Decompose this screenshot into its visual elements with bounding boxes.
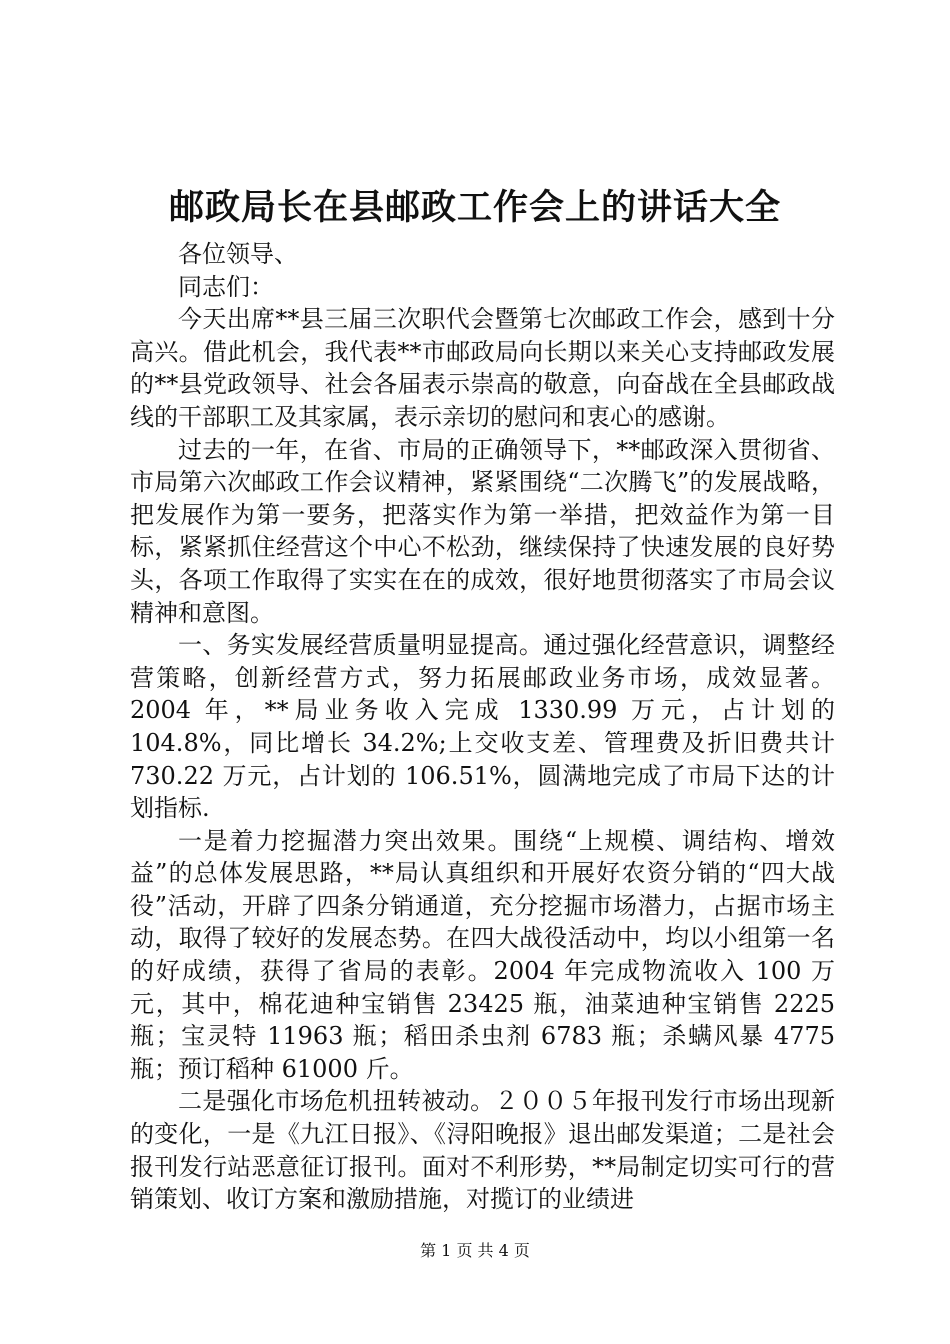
body-paragraph: 今天出席**县三届三次职代会暨第七次邮政工作会，感到十分高兴。借此机会，我代表**市邮政局向长期以来关心支持邮政发展的**县党政领导、社会各届表示崇高的敬意，向奋战在全县邮政战线的干部职工及其家属，表示亲切的慰问和衷心的感谢。 bbox=[130, 305, 835, 431]
body-paragraph: 一、务实发展经营质量明显提高。通过强化经营意识，调整经营策略，创新经营方式，努力拓展邮政业务市场，成效显著。2004 年，**局业务收入完成 1330.99 万元，占计划的104.8%，同比增长 34.2%;上交收支差、管理费及折旧费共计 730.22 万元，占计划的 106.51%，圆满地完成了市局下达的计划指标. bbox=[130, 631, 835, 823]
page-number-footer: 第 1 页 共 4 页 bbox=[420, 1241, 530, 1260]
salutation-line-1: 各位领导、 bbox=[178, 240, 298, 268]
document-body bbox=[130, 238, 835, 1216]
body-paragraph: 二是强化市场危机扭转被动。２００５年报刊发行市场出现新的变化，一是《九江日报》、《浔阳晚报》退出邮发渠道；二是社会报刊发行站恶意征订报刊。面对不利形势，**局制定切实可行的营销策划、收订方案和激励措施，对揽订的业绩进 bbox=[130, 1087, 835, 1214]
salutation-line-2: 同志们： bbox=[178, 272, 274, 301]
document-title: 邮政局长在县邮政工作会上的讲话大全 bbox=[168, 187, 781, 228]
body-paragraph: 一是着力挖掘潜力突出效果。围绕“上规模、调结构、增效益”的总体发展思路，**局认真组织和开展好农资分销的“四大战役”活动，开辟了四条分销通道，充分挖掘市场潜力，占据市场主动，取得了较好的发展态势。在四大战役活动中，均以小组第一名的好成绩，获得了省局的表彰。2004 年完成物流收入 100 万元，其中，棉花迪种宝销售 23425 瓶，油菜迪种宝销售 2225 瓶；宝灵特 11963 瓶；稻田杀虫剂 6783 瓶；杀螨风暴 4775 瓶；预订稻种 61000 斤。 bbox=[130, 826, 835, 1083]
body-paragraph: 过去的一年，在省、市局的正确领导下，**邮政深入贯彻省、市局第六次邮政工作会议精神，紧紧围绕“二次腾飞”的发展战略，把发展作为第一要务，把落实作为第一举措，把效益作为第一目标，紧紧抓住经营这个中心不松劲，继续保持了快速发展的良好势头，各项工作取得了实实在在的成效，很好地贯彻落实了市局会议精神和意图。 bbox=[130, 435, 835, 627]
